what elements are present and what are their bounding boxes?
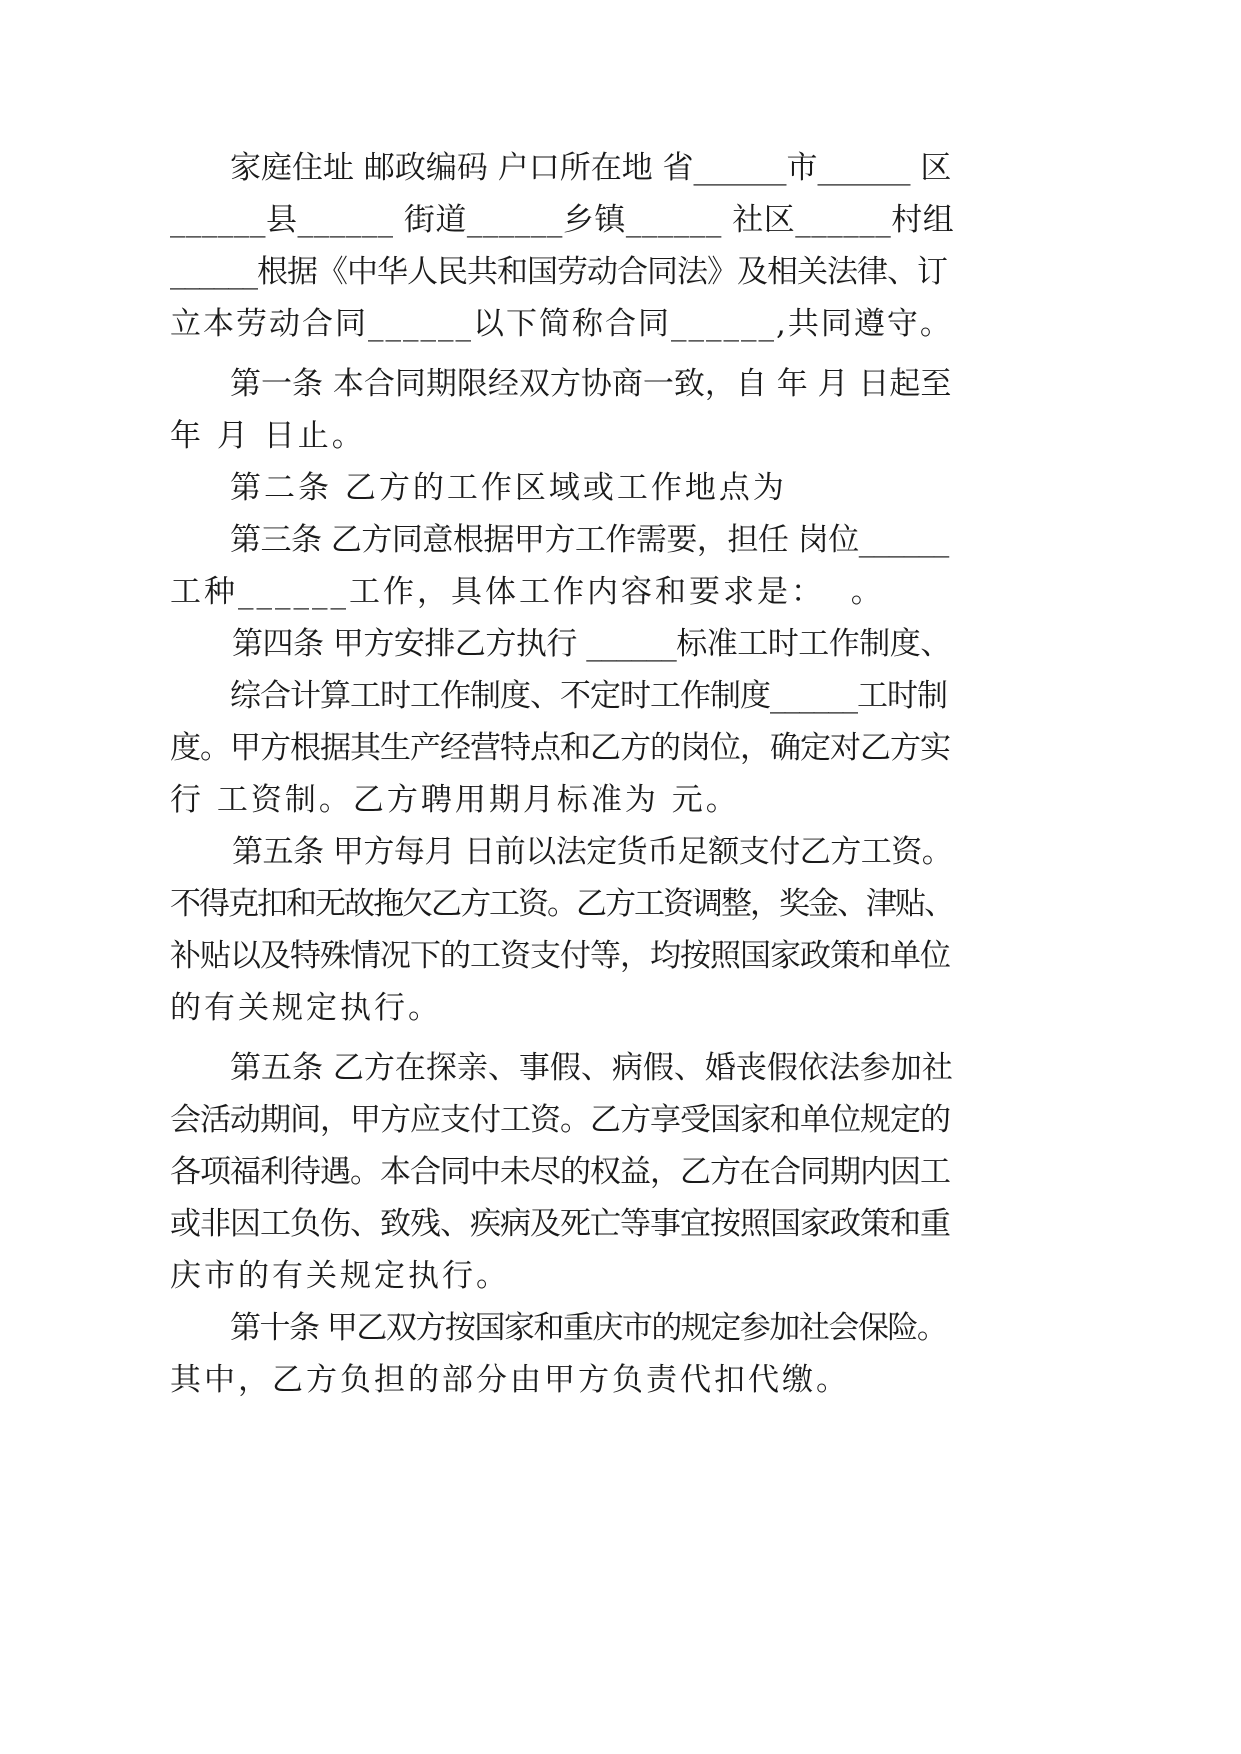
document-text-line: ______根据《中华人民共和国劳动合同法》及相关法律、订 — [170, 254, 947, 290]
document-text-line: 补贴以及特殊情况下的工资支付等，均按照国家政策和单位 — [170, 938, 950, 974]
document-text-line: 家庭住址 邮政编码 户口所在地 省______市______ 区 — [230, 150, 952, 186]
document-text-line: 庆市的有关规定执行。 — [170, 1258, 510, 1294]
document-text-line: 第四条 甲方安排乙方执行 ______标准工时工作制度、 — [232, 626, 951, 662]
document-text-line: 第十条 甲乙双方按国家和重庆市的规定参加社会保险。 — [230, 1310, 947, 1346]
document-text-line: 第五条 甲方每月 日前以法定货币足额支付乙方工资。 — [232, 834, 953, 870]
document-text-line: 年 月 日止。 — [170, 418, 366, 454]
document-text-line: 行 工资制。乙方聘用期月标准为 元。 — [170, 782, 740, 818]
document-text-line: 或非因工负伤、致残、疾病及死亡等事宜按照国家政策和重 — [170, 1206, 950, 1242]
document-text-line: 第二条 乙方的工作区域或工作地点为 — [230, 470, 787, 506]
document-text-line: ______县______ 街道______乡镇______ 社区______村组 — [170, 202, 955, 238]
document-text-line: 综合计算工时工作制度、不定时工作制度______工时制 — [230, 678, 947, 714]
document-text-line: 会活动期间，甲方应支付工资。乙方享受国家和单位规定的 — [170, 1102, 950, 1138]
document-text-line: 第三条 乙方同意根据甲方工作需要，担任 岗位______ — [230, 522, 949, 558]
document-text-line: 第五条 乙方在探亲、事假、病假、婚丧假依法参加社 — [230, 1050, 953, 1086]
document-text-line: 工种______工作，具体工作内容和要求是： 。 — [170, 574, 885, 610]
document-text-line: 立本劳动合同______以下简称合同______,共同遵守。 — [170, 306, 953, 342]
document-text-line: 的有关规定执行。 — [170, 990, 442, 1026]
document-text-line: 度。甲方根据其生产经营特点和乙方的岗位，确定对乙方实 — [170, 730, 950, 766]
document-text-line: 不得克扣和无故拖欠乙方工资。乙方工资调整，奖金、津贴、 — [170, 886, 953, 922]
document-text-line: 第一条 本合同期限经双方协商一致，自 年 月 日起至 — [230, 366, 952, 402]
document-text-line: 其中，乙方负担的部分由甲方负责代扣代缴。 — [170, 1362, 850, 1398]
document-text-line: 各项福利待遇。本合同中未尽的权益，乙方在合同期内因工 — [170, 1154, 950, 1190]
